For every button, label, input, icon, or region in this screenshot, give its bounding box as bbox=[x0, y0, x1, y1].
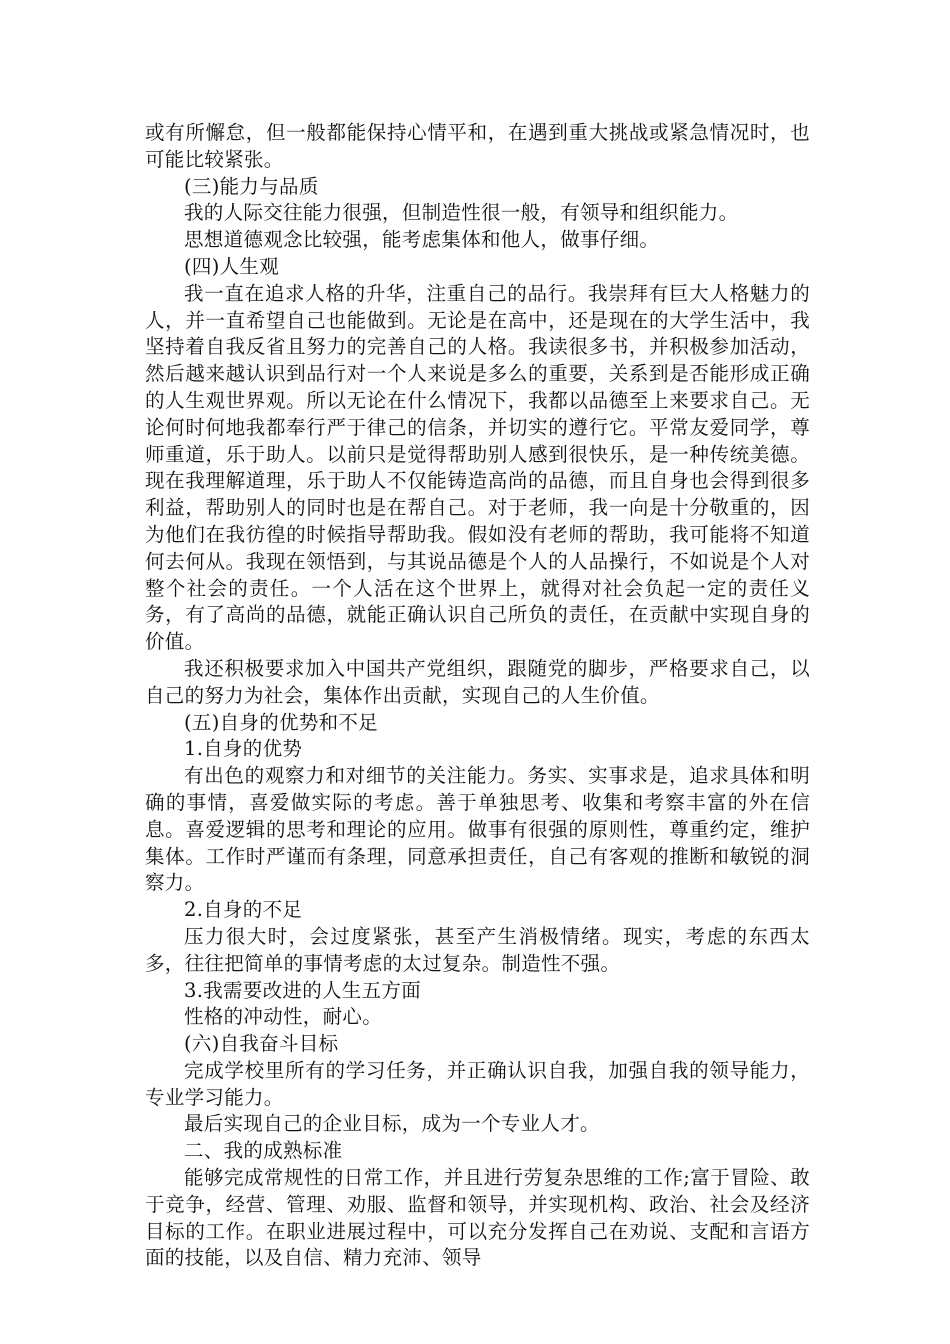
paragraph-strengths: 有出色的观察力和对细节的关注能力。务实、实事求是，追求具体和明确的事情，喜爱做实际的考虑。善于单独思考、收集和考察丰富的外在信息。喜爱逻辑的思考和理论的应用。做事有很强的原则性，尊重约定，维护集体。工作时严谨而有条理，同意承担责任，自己有客观的推断和敏锐的洞察力。 bbox=[145, 764, 810, 895]
subheading-weaknesses: 2.自身的不足 bbox=[184, 898, 303, 922]
paragraph-continuation: 或有所懈怠，但一般都能保持心情平和，在遇到重大挑战或紧急情况时，也可能比较紧张。 bbox=[145, 121, 810, 171]
paragraph-weaknesses: 压力很大时，会过度紧张，甚至产生消极情绪。现实，考虑的东西太多，往往把简单的事情考虑的太过复杂。制造性不强。 bbox=[145, 924, 810, 975]
subheading-improvements: 3.我需要改进的人生五方面 bbox=[184, 978, 422, 1002]
paragraph-improvements: 性格的冲动性，耐心。 bbox=[184, 1005, 383, 1029]
paragraph-maturity: 能够完成常规性的日常工作，并且进行劳复杂思维的工作;富于冒险、敢于竞争，经营、管理、劝服、监督和领导，并实现机构、政治、社会及经济目标的工作。在职业进展过程中，可以充分发挥自己在劝说、支配和言语方面的技能，以及自信、精力充沛、领导 bbox=[145, 1166, 810, 1270]
paragraph-ability: 我的人际交往能力很强，但制造性很一般，有领导和组织能力。 bbox=[184, 201, 739, 225]
section-heading-ability: (三)能力与品质 bbox=[184, 174, 319, 198]
paragraph-goals: 完成学校里所有的学习任务，并正确认识自我，加强自我的领导能力，专业学习能力。 bbox=[145, 1058, 810, 1109]
section-heading-outlook: (四)人生观 bbox=[184, 254, 280, 278]
paragraph-outlook: 我一直在追求人格的升华，注重自己的品行。我崇拜有巨大人格魅力的人，并一直希望自己也能做到。无论是在高中，还是现在的大学生活中，我坚持着自我反省且努力的完善自己的人格。我读很多书，并积极参加活动，然后越来越认识到品行对一个人来说是多么的重要，关系到是否能形成正确的人生观世界观。所以无论在什么情况下，我都以品德至上来要求自己。无论何时何地我都奉行严于律己的信条，并切实的遵行它。平常友爱同学，尊师重道，乐于助人。以前只是觉得帮助别人感到很快乐，是一种传统美德。现在我理解道理，乐于助人不仅能铸造高尚的品德，而且自身也会得到很多利益，帮助别人的同时也是在帮自己。对于老师，我一向是十分敬重的，因为他们在我彷徨的时候指导帮助我。假如没有老师的帮助，我可能将不知道何去何从。我现在领悟到，与其说品德是个人的人品操行，不如说是个人对整个社会的责任。一个人活在这个世界上，就得对社会负起一定的责任义务，有了高尚的品德，就能正确认识自己所负的责任，在贡献中实现自身的价值。 bbox=[145, 281, 810, 654]
paragraph-morality: 思想道德观念比较强，能考虑集体和他人，做事仔细。 bbox=[184, 228, 660, 252]
section-heading-maturity: 二、我的成熟标准 bbox=[184, 1139, 343, 1163]
document-page bbox=[145, 120, 810, 1272]
subheading-strengths: 1.自身的优势 bbox=[184, 737, 303, 761]
section-heading-goals: (六)自我奋斗目标 bbox=[184, 1032, 339, 1056]
paragraph-career-goal: 最后实现自己的企业目标，成为一个专业人才。 bbox=[184, 1112, 600, 1136]
paragraph-party: 我还积极要求加入中国共产党组织，跟随党的脚步，严格要求自己，以自己的努力为社会，集体作出贡献，实现自己的人生价值。 bbox=[145, 656, 810, 707]
section-heading-strengths-weaknesses: (五)自身的优势和不足 bbox=[184, 710, 379, 734]
